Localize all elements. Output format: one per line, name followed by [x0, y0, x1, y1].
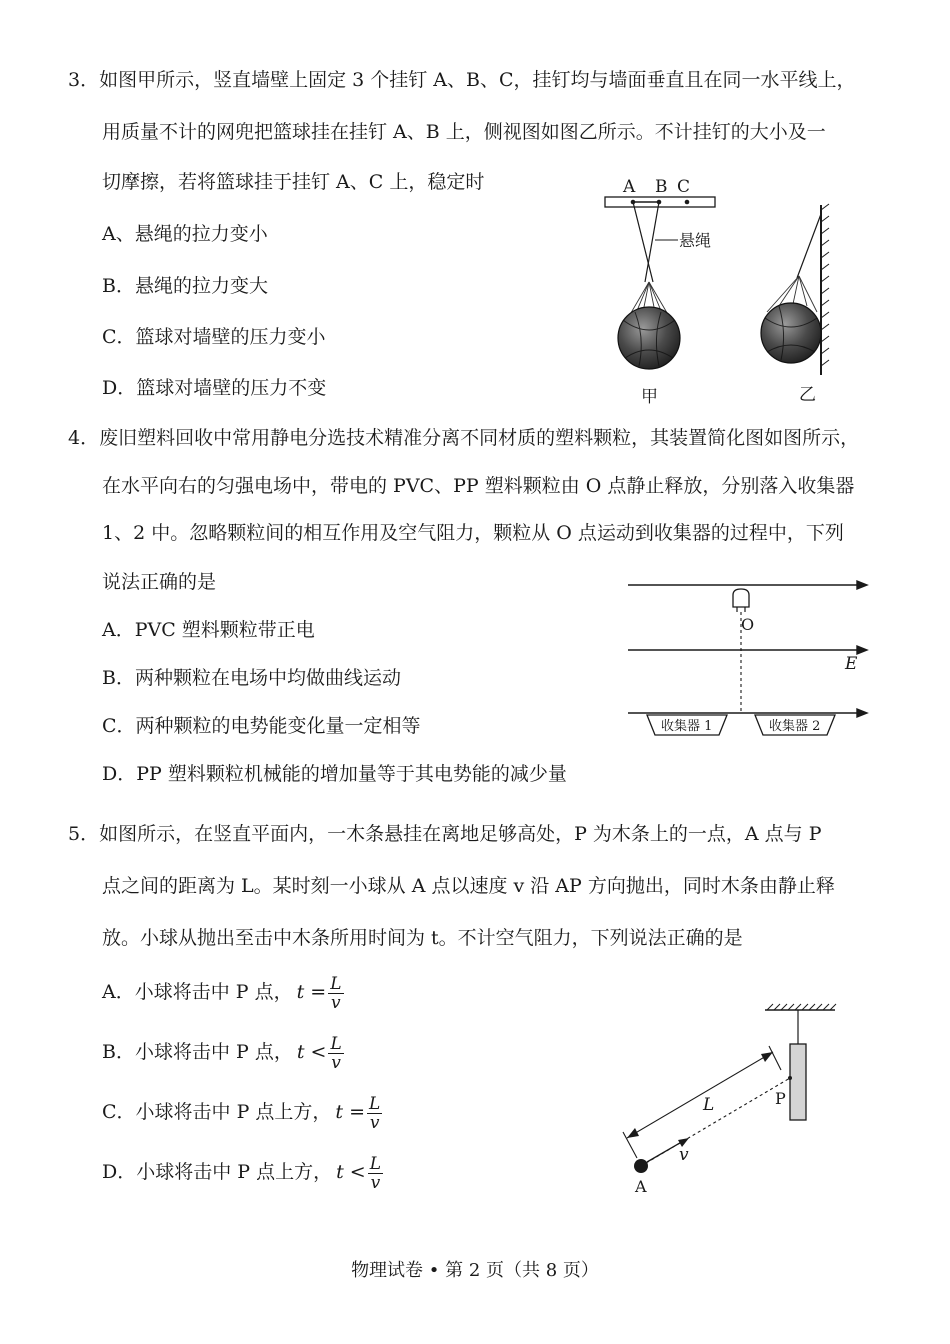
- caption-yi: 乙: [799, 385, 816, 405]
- q5-stem-line-3: 放。小球从抛出至击中木条所用时间为 t。不计空气阻力，下列说法正确的是: [102, 927, 743, 949]
- q4-option-a[interactable]: A．PVC 塑料颗粒带正电: [102, 619, 315, 641]
- q4-option-c[interactable]: C．两种颗粒的电势能变化量一定相等: [102, 715, 421, 737]
- page-footer: 物理试卷 • 第 2 页（共 8 页）: [351, 1260, 599, 1281]
- fraction-numerator: L: [330, 973, 342, 994]
- q4-stem-line-1: 4．废旧塑料回收中常用静电分选技术精准分离不同材质的塑料颗粒，其装置简化图如图所示，: [68, 427, 860, 449]
- q4-figure-separator: [625, 575, 875, 750]
- q3-figure-jia: [595, 170, 735, 405]
- distance-l-label: L: [703, 1095, 715, 1115]
- fraction-denominator: v: [370, 1172, 381, 1193]
- q5-stem-line-1: 5．如图所示，在竖直平面内，一木条悬挂在离地足够高处，P 为木条上的一点，A 点与 P: [68, 823, 822, 845]
- q5-option-d-fraction: [368, 1155, 383, 1192]
- q3-stem-line-1: 3．如图甲所示，竖直墙壁上固定 3 个挂钉 A、B、C，挂钉均与墙面垂直且在同一水平线上，: [68, 69, 856, 91]
- q3-figure-yi: [755, 200, 840, 405]
- q5-option-c-fraction: [367, 1095, 382, 1132]
- rope-left: [633, 202, 653, 282]
- wooden-stick: [790, 1044, 806, 1120]
- q5-option-c-relation: t =: [335, 1101, 366, 1123]
- q4-stem-line-3: 1、2 中。忽略颗粒间的相互作用及空气阻力，颗粒从 O 点运动到收集器的过程中，下列: [102, 522, 844, 544]
- basketball-front: [618, 307, 680, 369]
- q3-option-b[interactable]: B．悬绳的拉力变大: [102, 275, 268, 297]
- distance-l-line: [627, 1052, 773, 1138]
- field-e-label: E: [845, 654, 858, 674]
- fraction-denominator: v: [369, 1112, 380, 1133]
- q5-option-d-relation: t <: [336, 1161, 366, 1183]
- q5-option-a[interactable]: [102, 972, 344, 1012]
- fraction-numerator: L: [369, 1153, 382, 1174]
- q5-option-b[interactable]: [102, 1032, 344, 1072]
- fraction-denominator: v: [331, 1052, 341, 1073]
- q5-figure-projectile: [615, 1000, 855, 1200]
- collector-2-label: 收集器 2: [769, 719, 821, 734]
- q5-option-c[interactable]: [102, 1092, 382, 1132]
- q3-option-d[interactable]: D．篮球对墙壁的压力不变: [102, 377, 327, 399]
- q3-stem-line-3: 切摩擦，若将篮球挂于挂钉 A、C 上，稳定时: [102, 171, 485, 193]
- q5-option-d[interactable]: [102, 1152, 383, 1192]
- ball-a: [634, 1159, 648, 1173]
- q4-stem-line-4: 说法正确的是: [102, 571, 217, 593]
- q5-option-c-text: C．小球将击中 P 点上方，: [102, 1101, 332, 1123]
- fraction-numerator: L: [330, 1033, 342, 1054]
- q5-stem-line-2: 点之间的距离为 L。某时刻一小球从 A 点以速度 v 沿 AP 方向抛出，同时木条由静止释: [102, 875, 835, 897]
- peg-a-label: A: [623, 177, 636, 197]
- q5-option-b-relation: t <: [296, 1041, 327, 1063]
- peg-c: [685, 200, 690, 205]
- q5-option-a-fraction: [328, 975, 343, 1012]
- fraction-numerator: L: [369, 1093, 381, 1114]
- q3-option-a[interactable]: A、悬绳的拉力变小: [102, 223, 268, 245]
- q4-option-b[interactable]: B．两种颗粒在电场中均做曲线运动: [102, 667, 401, 689]
- caption-jia: 甲: [641, 387, 658, 407]
- q4-stem-line-2: 在水平向右的匀强电场中，带电的 PVC、PP 塑料颗粒由 O 点静止释放，分别落入收集器: [102, 475, 855, 497]
- point-a-label: A: [635, 1177, 647, 1196]
- fraction-denominator: v: [331, 992, 341, 1013]
- q4-option-d[interactable]: D．PP 塑料颗粒机械能的增加量等于其电势能的减少量: [102, 763, 567, 785]
- rope-side: [797, 214, 821, 278]
- point-p-label: P: [775, 1089, 786, 1108]
- q5-option-a-relation: t =: [296, 981, 327, 1003]
- q5-option-a-text: A．小球将击中 P 点，: [102, 981, 293, 1003]
- q5-option-b-text: B．小球将击中 P 点，: [102, 1041, 293, 1063]
- peg-c-label: C: [677, 177, 691, 197]
- q3-option-c[interactable]: C．篮球对墙壁的压力变小: [102, 326, 326, 348]
- q3-stem-line-2: 用质量不计的网兜把篮球挂在挂钉 A、B 上，侧视图如图乙所示。不计挂钉的大小及一: [102, 121, 826, 143]
- q5-option-b-fraction: [328, 1035, 343, 1072]
- peg-b-label: B: [655, 177, 668, 197]
- hopper: [733, 589, 749, 607]
- point-o-label: O: [741, 615, 755, 634]
- collector-1-label: 收集器 1: [661, 719, 713, 734]
- rope-label: 悬绳: [679, 231, 712, 250]
- velocity-v-label: v: [679, 1145, 689, 1165]
- rope-right: [645, 202, 659, 282]
- q5-option-d-text: D．小球将击中 P 点上方，: [102, 1161, 333, 1183]
- basketball-side: [761, 303, 821, 363]
